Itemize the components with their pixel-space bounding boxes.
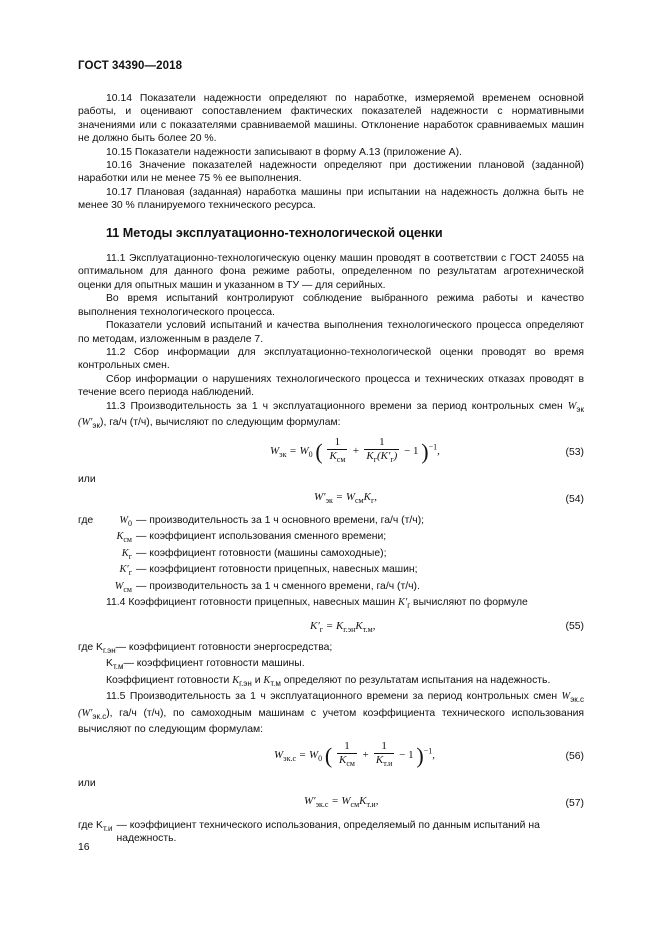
definition-item: $W_{см}$ — производительность за 1 ч сменного времени, га/ч (т/ч).: [114, 580, 420, 594]
formula-54-number: (54): [565, 493, 584, 505]
formula-56: $W_{эк.с} = W_0$ ( $\frac{1}{K_{см}}$ + $\frac{1}{K_{т.и}}$ − 1 )$^{-1}$, (56): [274, 739, 584, 769]
paragraph-11-2a: 11.2 Сбор информации для эксплуатационно-технологической оценки проводят во время контрольных смен.: [78, 346, 584, 372]
paragraph-11-1b: Во время испытаний контролируют соблюдение выбранного режима работы и качество выполнения технологического процесса.: [78, 293, 584, 318]
formula-57: $W'_{эк.с} = W_{см}K_{т.и}$, (57): [304, 795, 584, 810]
definition-item: $K_г$ — коэффициент готовности (машины самоходные);: [121, 547, 387, 561]
paragraph-11-1a: 11.1 Эксплуатационно-технологическую оценку машин проводят в соответствии с ГОСТ 24055 на оптимальном для данного фона режиме работы, определенном по результатам агротехнической оценки для опытных машин и указанном в ТУ — для серийных.: [78, 253, 584, 291]
definition-item: $K_{см}$ — коэффициент использования сменного времени;: [116, 531, 387, 545]
formula-56-number: (56): [565, 750, 584, 762]
paragraph-11-4b: Коэффициент готовности $K_{г.эн}$ и $K_{т.м}$ определяют по результатам испытания на надежность.: [106, 674, 551, 688]
paragraph-10-17: 10.17 Плановая (заданная) наработка машины при испытании на надежность должна быть не менее 30 % планируемого технического ресурса.: [78, 186, 584, 212]
paragraph-11-4: 11.4 Коэффициент готовности прицепных, навесных машин $K'_г$ вычисляют по формуле: [106, 597, 528, 611]
formula-54: $W'_{эк} = W_{см}K_г$, (54): [314, 490, 584, 506]
definition-final: где $K_{т.и}$ — коэффициент технического использования, определяемый по данным испытаний на надежность.: [78, 820, 540, 845]
formula-55-number: (55): [565, 620, 584, 632]
paragraph-10-14: 10.14 Показатели надежности определяют по наработке, измеряемой временем основной работы, и оценивают сопоставлением фактических показателей надежности с нормативными значениями или с показателями сравниваемой машины. Отклонение наработок сравниваемых машин не должно быть более 20 %.: [78, 93, 584, 145]
document-body: [78, 92, 584, 846]
formula-57-number: (57): [565, 798, 584, 810]
definition-item: $K'_г$ — коэффициент готовности прицепных, навесных машин;: [119, 564, 418, 578]
definitions-2: где $K_{г.эн}$ — коэффициент готовности энергосредства; $K_{т.м}$ — коэффициент готовности машины.: [78, 641, 333, 672]
paragraph-10-16: 10.16 Значение показателей надежности определяют при достижении плановой (заданной) наработки или не менее 75 % ее выполнения.: [78, 160, 584, 185]
paragraph-10-15: 10.15 Показатели надежности записывают в форму А.13 (приложение А).: [106, 146, 462, 158]
paragraph-11-1c: Показатели условий испытаний и качества выполнения технологического процесса определяют по методам, изложенным в разделе 7.: [78, 320, 584, 345]
formula-55: $K'_г = K_{г.эн}K_{т.м}$, (55): [310, 619, 584, 634]
definition-item: где $W_0$ — производительность за 1 ч основного времени, га/ч (т/ч);: [78, 514, 425, 528]
section-11-heading: 11 Методы эксплуатационно-технологической оценки: [106, 225, 443, 240]
formula-53: $W_{эк} = W_0$ ( $\frac{1}{K_{см}}$ + $\frac{1}{K_г(K'_г)}$ − 1 )$^{-1}$, (53): [270, 435, 584, 465]
or-text-2: или: [78, 777, 96, 789]
document-header: ГОСТ 34390—2018: [78, 60, 183, 72]
definitions-1: [78, 514, 584, 596]
page-number: 16: [78, 842, 90, 853]
or-text-1: или: [78, 473, 96, 485]
paragraph-11-3: 11.3 Производительность за 1 ч эксплуатационного времени за период контрольных смен $W_{эк}$ $(W'_{эк})$, га/ч (т/ч), вычисляют по следующим формулам:: [78, 400, 584, 431]
paragraph-11-5: 11.5 Производительность за 1 ч эксплуатационного времени за период контрольных смен $W_{эк.с}$ $(W'_{эк.с})$, га/ч (т/ч), по самоходным машинам с учетом коэффициента технического использования вычисляют по следующим формулам:: [78, 691, 584, 736]
formula-53-number: (53): [565, 446, 584, 458]
paragraph-11-2b: Сбор информации о нарушениях технологического процесса и технических отказах проводят в течение всего периода наблюдений.: [78, 373, 584, 399]
